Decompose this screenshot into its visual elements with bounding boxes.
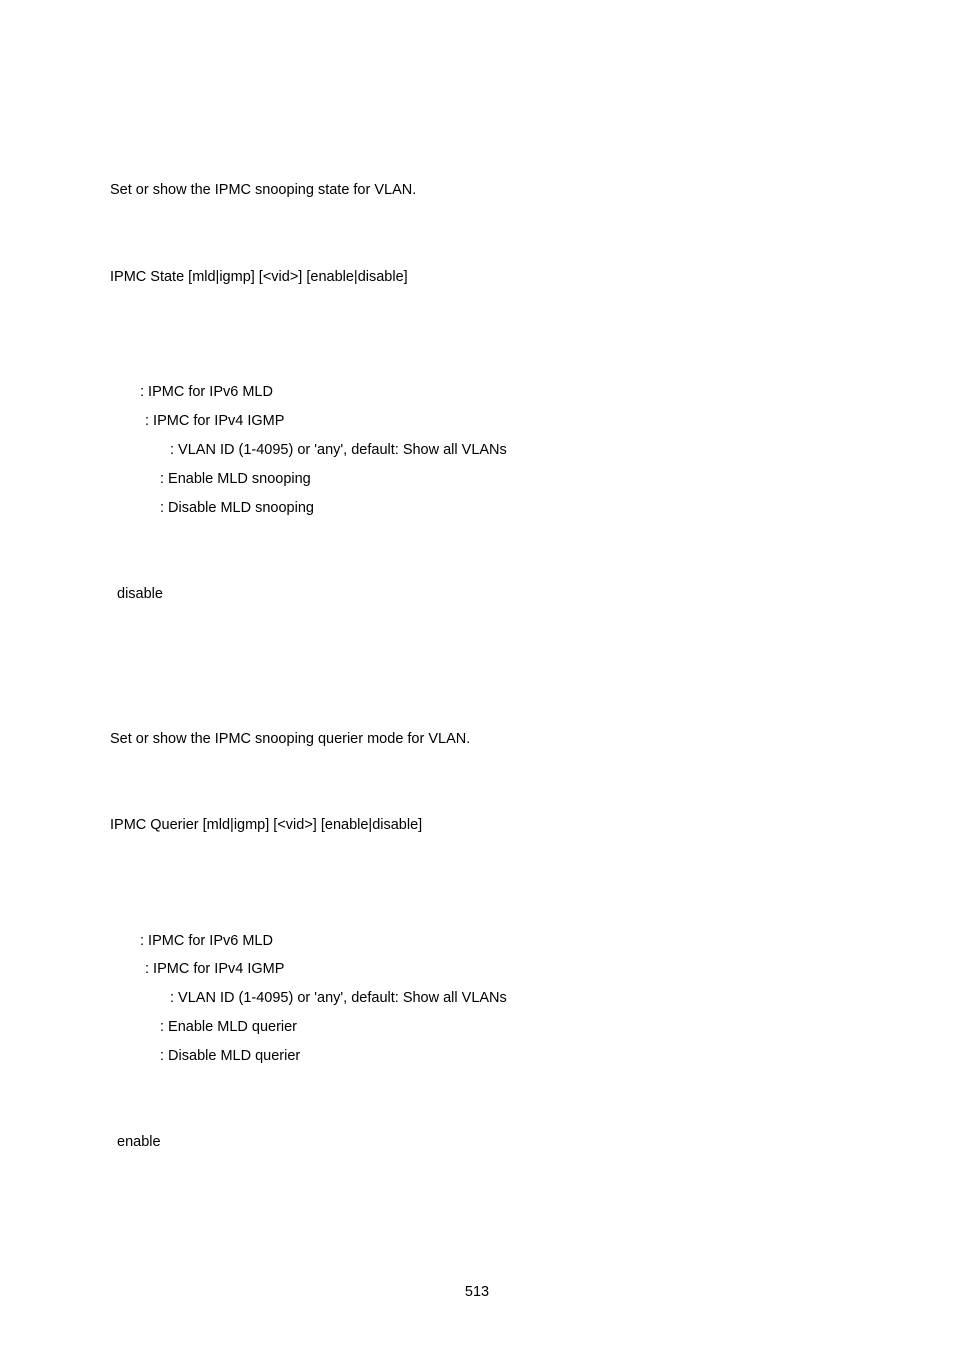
state-default: disable [117, 586, 163, 602]
querier-default: enable [117, 1134, 161, 1150]
querier-syntax: IPMC Querier [mld|igmp] [<vid>] [enable|disable] [110, 817, 423, 833]
querier-param-mld: : IPMC for IPv6 MLD [140, 933, 273, 949]
state-param-igmp: : IPMC for IPv4 IGMP [145, 413, 285, 429]
state-param-mld: : IPMC for IPv6 MLD [140, 384, 273, 400]
querier-param-igmp: : IPMC for IPv4 IGMP [145, 961, 285, 977]
page-number: 513 [464, 1284, 490, 1300]
querier-param-enable: : Enable MLD querier [160, 1019, 298, 1035]
state-syntax: IPMC State [mld|igmp] [<vid>] [enable|disable] [110, 269, 408, 285]
querier-param-vid: : VLAN ID (1-4095) or 'any', default: Show all VLANs [170, 990, 507, 1006]
state-param-vid: : VLAN ID (1-4095) or 'any', default: Show all VLANs [170, 442, 507, 458]
state-param-enable: : Enable MLD snooping [160, 471, 311, 487]
state-description: Set or show the IPMC snooping state for VLAN. [110, 182, 417, 198]
state-param-disable: : Disable MLD snooping [160, 500, 314, 516]
querier-description: Set or show the IPMC snooping querier mode for VLAN. [110, 731, 471, 747]
querier-param-disable: : Disable MLD querier [160, 1048, 301, 1064]
